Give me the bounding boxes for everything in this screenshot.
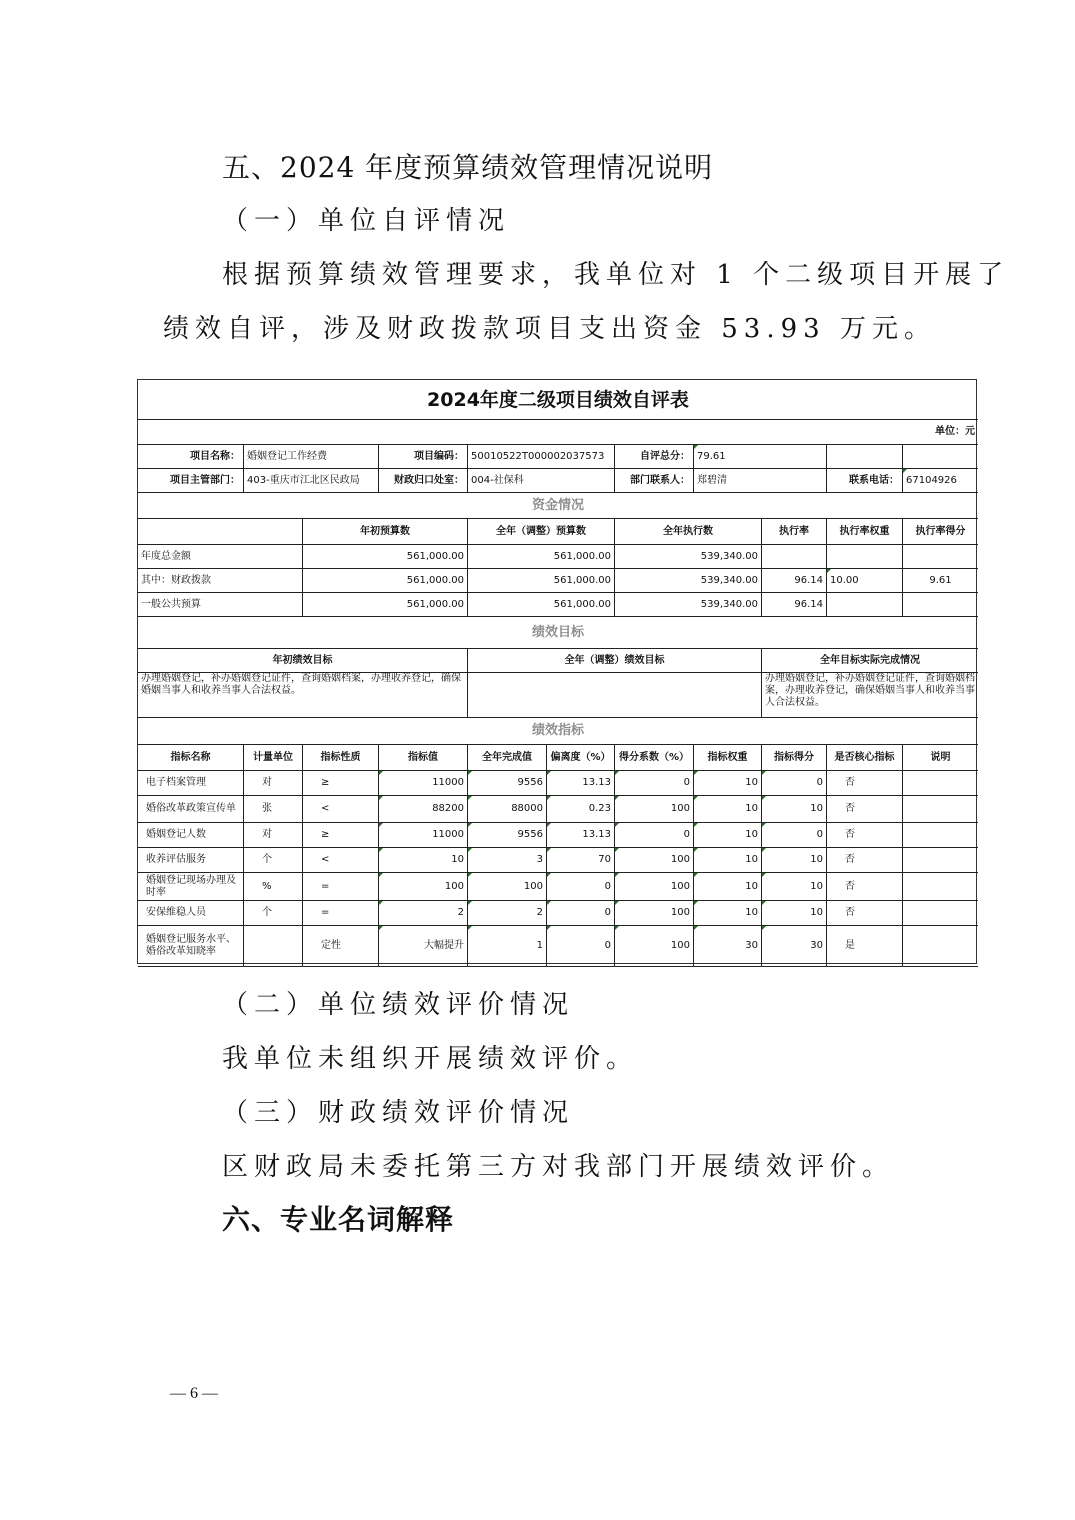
unit: 张 bbox=[244, 796, 303, 823]
empty-cell bbox=[903, 445, 978, 469]
indicator-name: 婚姻登记服务水平、婚俗改革知晓率 bbox=[138, 926, 244, 967]
total-score-value: 79.61 bbox=[694, 445, 827, 469]
actual-value: 88000 bbox=[468, 796, 547, 823]
funds-row-label: 一般公共预算 bbox=[138, 593, 303, 617]
is-core: 是 bbox=[827, 926, 903, 967]
nature: < bbox=[303, 848, 379, 873]
score: 30 bbox=[762, 926, 827, 967]
score-coefficient: 0 bbox=[615, 771, 694, 796]
funds-header: 全年（调整）预算数 bbox=[468, 519, 615, 545]
unit: 对 bbox=[244, 771, 303, 796]
remark bbox=[903, 796, 978, 823]
funds-row-label: 其中：财政拨款 bbox=[138, 569, 303, 593]
deviation: 13.13 bbox=[547, 823, 615, 848]
heading-section-5: 五、2024 年度预算绩效管理情况说明 bbox=[222, 151, 714, 184]
funds-header: 执行率 bbox=[762, 519, 827, 545]
deviation: 13.13 bbox=[547, 771, 615, 796]
unit-label: 单位：元 bbox=[138, 420, 978, 445]
indicator-header: 是否核心指标 bbox=[827, 745, 903, 771]
funds-header bbox=[138, 519, 303, 545]
subheading-finance-evaluation: （三）财政绩效评价情况 bbox=[222, 1098, 575, 1128]
indicator-header: 指标权重 bbox=[694, 745, 762, 771]
funds-value: 96.14 bbox=[762, 593, 827, 617]
score-coefficient: 100 bbox=[615, 873, 694, 901]
unit: 对 bbox=[244, 823, 303, 848]
weight: 10 bbox=[694, 848, 762, 873]
paragraph-unit-evaluation: 我单位未组织开展绩效评价。 bbox=[222, 1044, 639, 1074]
funds-value: 561,000.00 bbox=[303, 593, 468, 617]
indicators-section-title: 绩效指标 bbox=[138, 718, 978, 745]
remark bbox=[903, 823, 978, 848]
empty-cell bbox=[827, 445, 903, 469]
paragraph-finance-evaluation: 区财政局未委托第三方对我部门开展绩效评价。 bbox=[222, 1152, 895, 1182]
weight: 10 bbox=[694, 823, 762, 848]
funds-value: 561,000.00 bbox=[468, 593, 615, 617]
funds-value: 539,340.00 bbox=[615, 569, 762, 593]
funds-value: 561,000.00 bbox=[468, 569, 615, 593]
funds-header: 全年执行数 bbox=[615, 519, 762, 545]
contact-person-label: 部门联系人： bbox=[615, 469, 694, 493]
contact-person-value: 郑碧清 bbox=[694, 469, 827, 493]
nature: 定性 bbox=[303, 926, 379, 967]
actual-value: 9556 bbox=[468, 771, 547, 796]
is-core: 否 bbox=[827, 873, 903, 901]
indicator-header: 说明 bbox=[903, 745, 978, 771]
finance-office-value: 004-社保科 bbox=[468, 469, 615, 493]
is-core: 否 bbox=[827, 771, 903, 796]
funds-header: 执行率权重 bbox=[827, 519, 903, 545]
score-coefficient: 100 bbox=[615, 848, 694, 873]
actual-value: 1 bbox=[468, 926, 547, 967]
nature: ≥ bbox=[303, 823, 379, 848]
funds-row-label: 年度总金额 bbox=[138, 545, 303, 569]
table-title: 2024年度二级项目绩效自评表 bbox=[138, 380, 978, 420]
actual-value: 3 bbox=[468, 848, 547, 873]
target-value: 11000 bbox=[379, 823, 468, 848]
nature: = bbox=[303, 873, 379, 901]
is-core: 否 bbox=[827, 848, 903, 873]
indicator-header: 全年完成值 bbox=[468, 745, 547, 771]
goal-actual-text: 办理婚姻登记，补办婚姻登记证件，查询婚姻档案，办理收养登记，确保婚姻当事人和收养当事人合法权益。 bbox=[762, 673, 978, 718]
target-value: 11000 bbox=[379, 771, 468, 796]
funds-value: 561,000.00 bbox=[303, 569, 468, 593]
actual-value: 100 bbox=[468, 873, 547, 901]
unit: 个 bbox=[244, 848, 303, 873]
remark bbox=[903, 926, 978, 967]
subheading-self-evaluation: （一）单位自评情况 bbox=[222, 206, 511, 236]
funds-header: 年初预算数 bbox=[303, 519, 468, 545]
score: 10 bbox=[762, 873, 827, 901]
unit: % bbox=[244, 873, 303, 901]
remark bbox=[903, 873, 978, 901]
indicator-name: 电子档案管理 bbox=[138, 771, 244, 796]
target-value: 大幅提升 bbox=[379, 926, 468, 967]
goals-section-title: 绩效目标 bbox=[138, 617, 978, 649]
score-coefficient: 0 bbox=[615, 823, 694, 848]
weight: 10 bbox=[694, 901, 762, 926]
funds-value: 539,340.00 bbox=[615, 545, 762, 569]
total-score-label: 自评总分： bbox=[615, 445, 694, 469]
funds-header: 执行率得分 bbox=[903, 519, 978, 545]
page-number: — 6 — bbox=[170, 1385, 218, 1402]
indicator-name: 收养评估服务 bbox=[138, 848, 244, 873]
deviation: 0 bbox=[547, 901, 615, 926]
funds-value: 10.00 bbox=[827, 569, 903, 593]
paragraph-self-evaluation-line1: 根据预算绩效管理要求，我单位对 1 个二级项目开展了 bbox=[222, 260, 1010, 290]
funds-value bbox=[903, 545, 978, 569]
funds-value bbox=[827, 593, 903, 617]
target-value: 10 bbox=[379, 848, 468, 873]
score-coefficient: 100 bbox=[615, 901, 694, 926]
nature: < bbox=[303, 796, 379, 823]
goal-header-actual: 全年目标实际完成情况 bbox=[762, 649, 978, 673]
actual-value: 2 bbox=[468, 901, 547, 926]
is-core: 否 bbox=[827, 901, 903, 926]
score-coefficient: 100 bbox=[615, 926, 694, 967]
nature: ≥ bbox=[303, 771, 379, 796]
funds-value: 561,000.00 bbox=[468, 545, 615, 569]
target-value: 2 bbox=[379, 901, 468, 926]
funds-value: 561,000.00 bbox=[303, 545, 468, 569]
funds-value: 96.14 bbox=[762, 569, 827, 593]
subheading-unit-evaluation: （二）单位绩效评价情况 bbox=[222, 990, 575, 1020]
goal-adjusted-text bbox=[468, 673, 762, 718]
department-value: 403-重庆市江北区民政局 bbox=[244, 469, 379, 493]
paragraph-self-evaluation-line2: 绩效自评，涉及财政拨款项目支出资金 53.93 万元。 bbox=[163, 314, 936, 344]
remark bbox=[903, 771, 978, 796]
indicator-header: 指标名称 bbox=[138, 745, 244, 771]
remark bbox=[903, 901, 978, 926]
funds-value bbox=[827, 545, 903, 569]
deviation: 0.23 bbox=[547, 796, 615, 823]
indicator-header: 得分系数（%） bbox=[615, 745, 694, 771]
funds-value bbox=[903, 593, 978, 617]
department-label: 项目主管部门： bbox=[138, 469, 244, 493]
project-code-label: 项目编码： bbox=[379, 445, 468, 469]
nature: = bbox=[303, 901, 379, 926]
deviation: 70 bbox=[547, 848, 615, 873]
indicator-name: 婚俗改革政策宣传单 bbox=[138, 796, 244, 823]
project-name-value: 婚姻登记工作经费 bbox=[244, 445, 379, 469]
goal-initial-text: 办理婚姻登记，补办婚姻登记证件，查询婚姻档案，办理收养登记，确保婚姻当事人和收养当事人合法权益。 bbox=[138, 673, 468, 718]
score: 10 bbox=[762, 848, 827, 873]
funds-value bbox=[762, 545, 827, 569]
indicator-name: 婚姻登记人数 bbox=[138, 823, 244, 848]
indicator-header: 指标性质 bbox=[303, 745, 379, 771]
is-core: 否 bbox=[827, 796, 903, 823]
is-core: 否 bbox=[827, 823, 903, 848]
indicator-name: 安保维稳人员 bbox=[138, 901, 244, 926]
score: 10 bbox=[762, 796, 827, 823]
indicator-name: 婚姻登记现场办理及时率 bbox=[138, 873, 244, 901]
funds-section-title: 资金情况 bbox=[138, 493, 978, 519]
heading-section-6: 六、专业名词解释 bbox=[222, 1203, 455, 1236]
project-name-label: 项目名称： bbox=[138, 445, 244, 469]
performance-self-evaluation-table bbox=[137, 379, 977, 964]
weight: 10 bbox=[694, 873, 762, 901]
weight: 10 bbox=[694, 796, 762, 823]
target-value: 100 bbox=[379, 873, 468, 901]
score: 10 bbox=[762, 901, 827, 926]
indicator-header: 指标得分 bbox=[762, 745, 827, 771]
remark bbox=[903, 848, 978, 873]
phone-label: 联系电话： bbox=[827, 469, 903, 493]
score-coefficient: 100 bbox=[615, 796, 694, 823]
indicator-header: 偏离度（%） bbox=[547, 745, 615, 771]
score: 0 bbox=[762, 771, 827, 796]
finance-office-label: 财政归口处室： bbox=[379, 469, 468, 493]
score: 0 bbox=[762, 823, 827, 848]
weight: 10 bbox=[694, 771, 762, 796]
unit bbox=[244, 926, 303, 967]
project-code-value: 50010522T000002037573 bbox=[468, 445, 615, 469]
phone-value: 67104926 bbox=[903, 469, 978, 493]
actual-value: 9556 bbox=[468, 823, 547, 848]
goal-header-adjusted: 全年（调整）绩效目标 bbox=[468, 649, 762, 673]
goal-header-initial: 年初绩效目标 bbox=[138, 649, 468, 673]
unit: 个 bbox=[244, 901, 303, 926]
weight: 30 bbox=[694, 926, 762, 967]
deviation: 0 bbox=[547, 926, 615, 967]
indicator-header: 计量单位 bbox=[244, 745, 303, 771]
deviation: 0 bbox=[547, 873, 615, 901]
target-value: 88200 bbox=[379, 796, 468, 823]
funds-value: 539,340.00 bbox=[615, 593, 762, 617]
funds-value: 9.61 bbox=[903, 569, 978, 593]
indicator-header: 指标值 bbox=[379, 745, 468, 771]
